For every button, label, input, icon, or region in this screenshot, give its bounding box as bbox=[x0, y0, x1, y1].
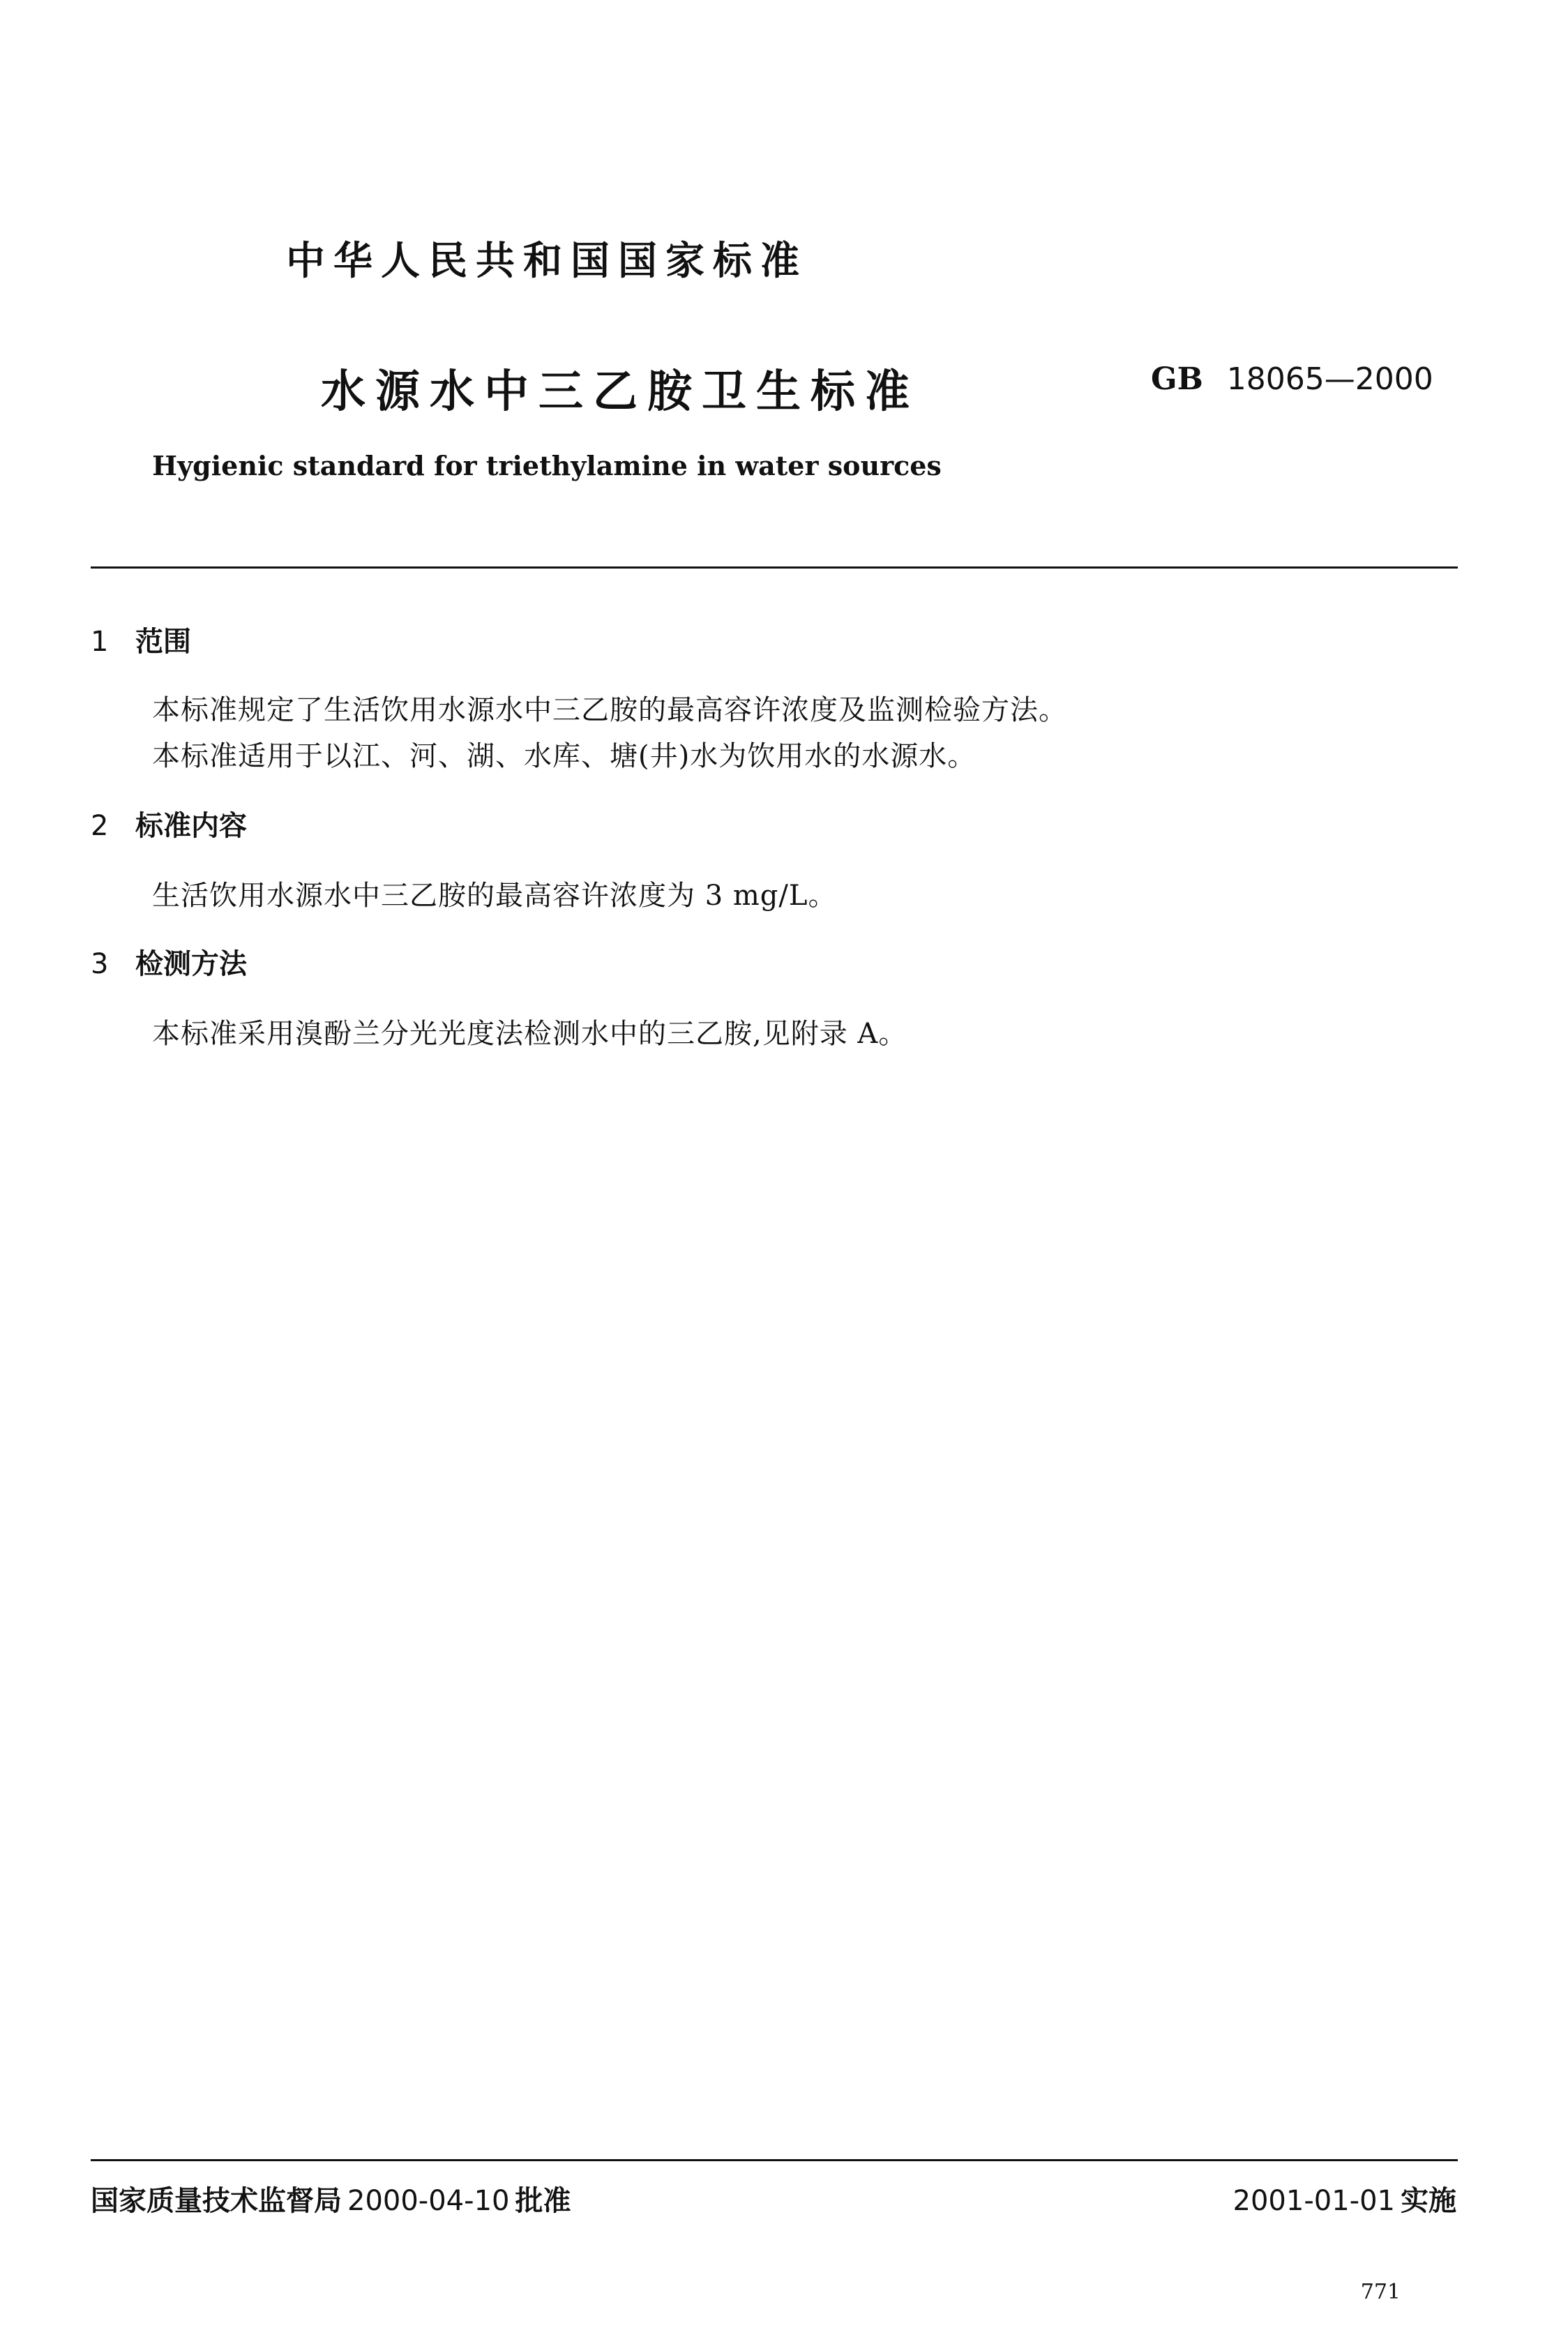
header-divider bbox=[91, 566, 1458, 569]
section-title: 范围 bbox=[135, 626, 191, 658]
section-heading-content bbox=[91, 804, 247, 843]
section-title: 检测方法 bbox=[135, 948, 247, 980]
standard-code-number: 18065—2000 bbox=[1226, 361, 1433, 397]
paragraph: 本标准采用溴酚兰分光光度法检测水中的三乙胺,见附录 A。 bbox=[152, 1018, 907, 1050]
paragraph: 本标准规定了生活饮用水源水中三乙胺的最高容许浓度及监测检验方法。 bbox=[152, 694, 1067, 726]
section-number: 3 bbox=[91, 948, 109, 980]
section-number: 1 bbox=[91, 626, 109, 658]
paragraph: 本标准适用于以江、河、湖、水库、塘(井)水为饮用水的水源水。 bbox=[152, 740, 977, 772]
approval-date: 2000-04-10 bbox=[347, 2185, 510, 2217]
standard-code-prefix: GB bbox=[1151, 361, 1203, 397]
section-number: 2 bbox=[91, 810, 109, 842]
approval-org: 国家质量技术监督局 bbox=[91, 2185, 342, 2217]
approval-label: 批准 bbox=[515, 2185, 571, 2217]
implementation-label: 实施 bbox=[1401, 2185, 1456, 2217]
section-heading-scope bbox=[91, 619, 191, 659]
approval-line bbox=[91, 2179, 571, 2218]
document-title-cn: 水源水中三乙胺卫生标准 bbox=[321, 366, 919, 418]
national-standard-heading: 中华人民共和国国家标准 bbox=[286, 239, 808, 284]
page-number: 771 bbox=[1360, 2280, 1401, 2304]
section-heading-method bbox=[91, 942, 247, 982]
footer-divider bbox=[91, 2159, 1458, 2161]
implementation-date: 2001-01-01 bbox=[1232, 2185, 1395, 2217]
section-title: 标准内容 bbox=[135, 810, 247, 842]
paragraph: 生活饮用水源水中三乙胺的最高容许浓度为 3 mg/L。 bbox=[152, 880, 837, 912]
standard-code bbox=[1151, 361, 1433, 397]
document-title-en: Hygienic standard for triethylamine in water sources bbox=[152, 450, 942, 481]
implementation-line bbox=[1233, 2179, 1456, 2218]
